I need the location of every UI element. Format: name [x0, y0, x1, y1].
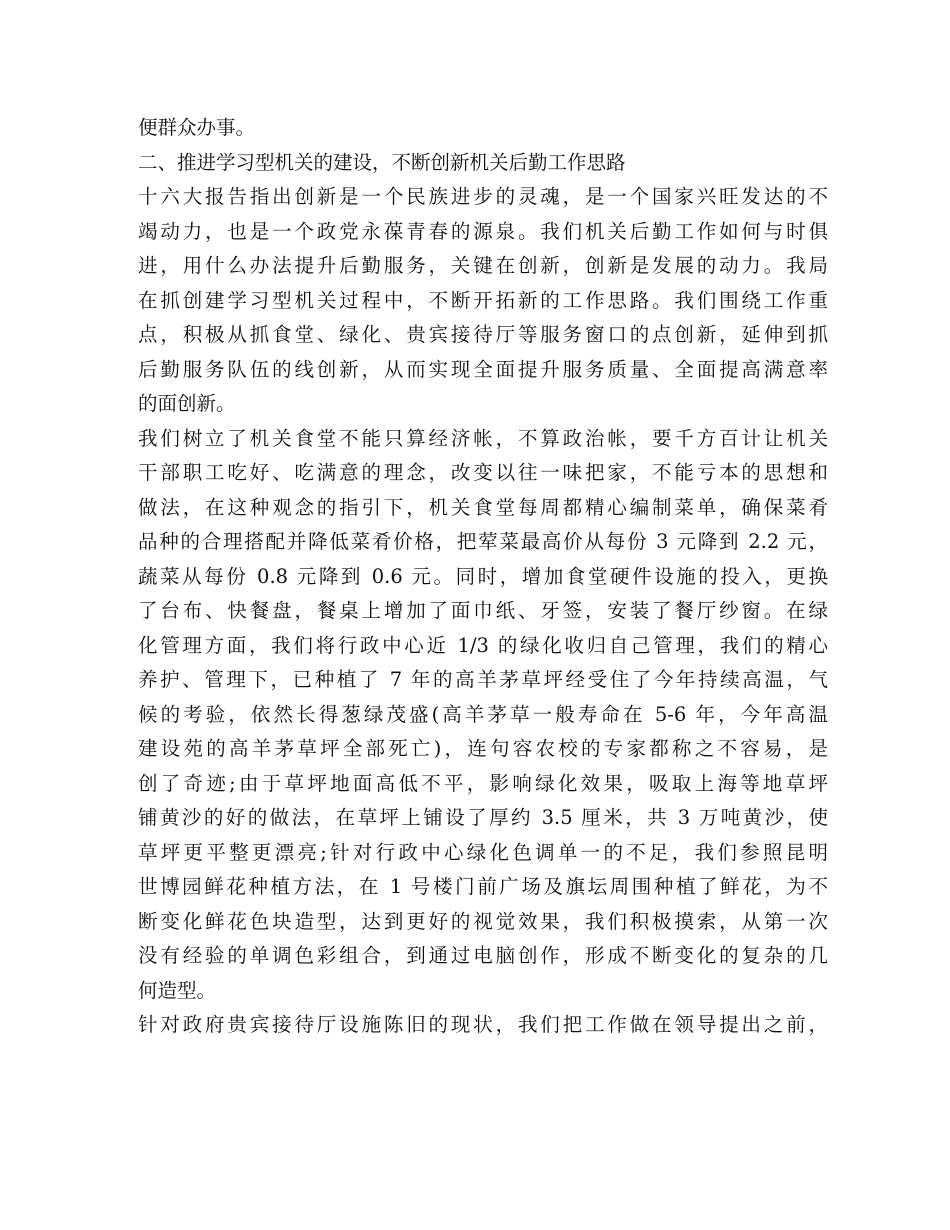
text-line: 蔬菜从每份 0.8 元降到 0.6 元。同时，增加食堂硬件设施的投入，更换	[138, 564, 828, 588]
text-line: 品种的合理搭配并降低菜肴价格，把荤菜最高价从每份 3 元降到 2.2 元，	[138, 530, 828, 553]
text-line: 十六大报告指出创新是一个民族进步的灵魂，是一个国家兴旺发达的不	[138, 185, 828, 208]
text-line: 断变化鲜花色块造型，达到更好的视觉效果，我们积极摸索，从第一次	[138, 909, 828, 933]
text-line: 何造型。	[138, 978, 217, 1002]
text-line: 的面创新。	[138, 392, 236, 415]
text-line: 养护、管理下，已种植了 7 年的高羊茅草坪经受住了今年持续高温，气	[138, 668, 828, 691]
text-line: 了台布、快餐盘，餐桌上增加了面巾纸、牙签，安装了餐厅纱窗。在绿	[138, 599, 828, 622]
text-line: 我们树立了机关食堂不能只算经济帐，不算政治帐，要千方百计让机关	[138, 426, 828, 450]
text-line: 草坪更平整更漂亮;针对行政中心绿化色调单一的不足，我们参照昆明	[138, 840, 828, 864]
text-line: 点，积极从抓食堂、绿化、贵宾接待厅等服务窗口的点创新，延伸到抓	[138, 323, 828, 346]
text-line: 干部职工吃好、吃满意的理念，改变以往一味把家，不能亏本的思想和	[138, 461, 828, 484]
document-body	[138, 111, 828, 1043]
text-line: 竭动力，也是一个政党永葆青春的源泉。我们机关后勤工作如何与时俱	[138, 219, 828, 243]
text-line: 铺黄沙的好的做法，在草坪上铺设了厚约 3.5 厘米，共 3 万吨黄沙，使	[138, 806, 828, 829]
text-line: 便群众办事。	[138, 116, 256, 139]
text-line: 化管理方面，我们将行政中心近 1/3 的绿化收归自己管理，我们的精心	[138, 633, 828, 657]
text-line: 创了奇迹;由于草坪地面高低不平，影响绿化效果，吸取上海等地草坪	[138, 771, 828, 795]
text-line: 针对政府贵宾接待厅设施陈旧的现状，我们把工作做在领导提出之前，	[138, 1013, 828, 1036]
text-line: 做法，在这种观念的指引下，机关食堂每周都精心编制菜单，确保菜肴	[138, 495, 828, 519]
text-line: 没有经验的单调色彩组合，到通过电脑创作，形成不断变化的复杂的几	[138, 944, 828, 967]
text-line: 世博园鲜花种植方法，在 1 号楼门前广场及旗坛周围种植了鲜花，为不	[138, 875, 828, 898]
text-line: 建设苑的高羊茅草坪全部死亡)，连句容农校的专家都称之不容易，是	[138, 737, 828, 760]
text-line: 候的考验，依然长得葱绿茂盛(高羊茅草一般寿命在 5-6 年，今年高温	[138, 702, 828, 726]
text-line: 进，用什么办法提升后勤服务，关键在创新，创新是发展的动力。我局	[138, 254, 828, 277]
section-heading: 二、推进学习型机关的建设，不断创新机关后勤工作思路	[138, 150, 626, 174]
text-line: 后勤服务队伍的线创新，从而实现全面提升服务质量、全面提高满意率	[138, 357, 828, 381]
text-line: 在抓创建学习型机关过程中，不断开拓新的工作思路。我们围绕工作重	[138, 288, 828, 312]
